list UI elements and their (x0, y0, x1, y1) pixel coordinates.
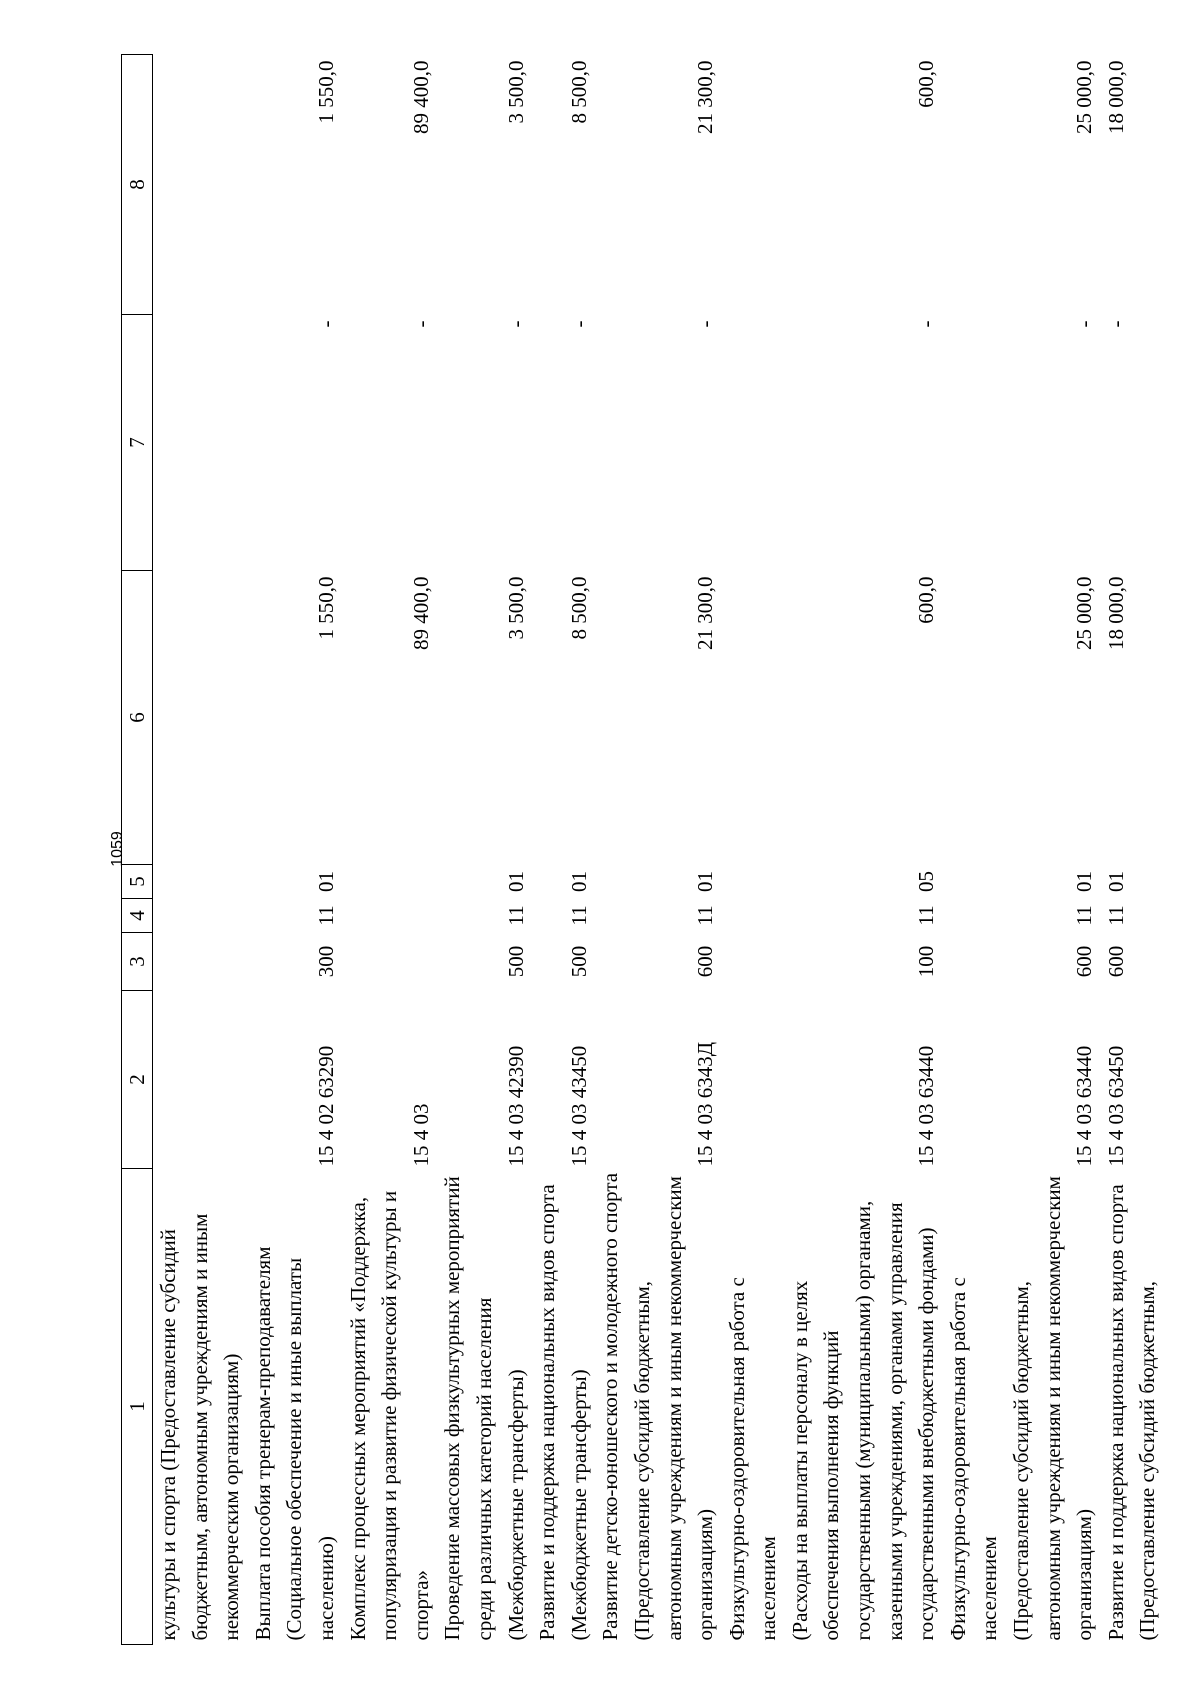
row-code-cell: 15 4 03 42390 (503, 1045, 528, 1167)
budget-table (121, 54, 1164, 1645)
description-line: автономным учреждениям и иным некоммерческим (1040, 1176, 1065, 1641)
table-header (122, 55, 153, 1645)
table-row (1101, 55, 1164, 1645)
table-row (595, 55, 721, 1645)
header-row (122, 55, 153, 1645)
description-line: (Межбюджетные трансферты) (566, 1369, 591, 1641)
row-vr-cell: 300 (313, 945, 338, 978)
row-rz-cell: 11 (1103, 905, 1128, 926)
description-line: (Межбюджетные трансферты) (503, 1369, 528, 1641)
row-amount-cell: 89 400,0 (408, 576, 433, 650)
row-rz-cell (153, 899, 248, 933)
row-vr-cell: 600 (1072, 945, 1097, 978)
row-col7-cell: - (1103, 320, 1128, 328)
description-line: организациям) (693, 1509, 718, 1641)
description-line: популяризация и развитие физической культуры и (377, 1190, 402, 1641)
row-code-cell: 15 4 03 63440 (1072, 1045, 1097, 1167)
row-col7-cell (153, 315, 248, 571)
row-amount-cell: 18 000,0 (1103, 576, 1128, 650)
row-amount-cell (153, 571, 248, 865)
header-cell-1: 1 (122, 1169, 153, 1645)
description-line: (Предоставление субсидий бюджетным, (1009, 1280, 1034, 1641)
row-vr-cell (153, 933, 248, 991)
description-line: Развитие и поддержка национальных видов спорта (535, 1184, 560, 1641)
row-pr-cell: 01 (1103, 871, 1128, 892)
row-description-cell (595, 1169, 721, 1645)
description-line: культуры и спорта (Предоставление субсидий (156, 1229, 180, 1641)
row-col8-cell: 1 550,0 (313, 60, 338, 124)
row-col7-cell: - (503, 320, 528, 328)
table-row (437, 55, 532, 1645)
table-row (722, 55, 943, 1645)
row-rz-cell: 11 (566, 905, 591, 926)
row-col8-cell: 18 000,0 (1103, 60, 1128, 134)
budget-table-container (121, 55, 1160, 1645)
row-code-cell: 15 4 03 6343Д (693, 1041, 718, 1167)
description-line: среди различных категорий населения (471, 1297, 496, 1641)
row-rz-cell: 11 (313, 905, 338, 926)
table-row (943, 55, 1101, 1645)
row-col8-cell: 25 000,0 (1072, 60, 1097, 134)
row-rz-cell: 11 (1072, 905, 1097, 926)
row-description-cell (153, 1169, 248, 1645)
row-description-cell (343, 1169, 438, 1645)
description-line: (Расходы на выплаты персоналу в целях (787, 1280, 812, 1641)
row-code-cell: 15 4 03 43450 (566, 1045, 591, 1167)
header-cell-2: 2 (122, 991, 153, 1169)
description-line: Физкультурно-оздоровительная работа с населением (724, 1277, 781, 1641)
row-col7-cell: - (566, 320, 591, 328)
description-line: Проведение массовых физкультурных мероприятий (440, 1176, 465, 1641)
row-description-cell (532, 1169, 595, 1645)
row-pr-cell (153, 865, 248, 899)
row-pr-cell: 01 (693, 871, 718, 892)
table-row (248, 55, 343, 1645)
table-row (532, 55, 595, 1645)
table-row (343, 55, 438, 1645)
row-col8-cell: 21 300,0 (693, 60, 718, 134)
row-description-cell (1101, 1169, 1164, 1645)
row-col7-cell: - (1072, 320, 1097, 328)
row-col8-cell: 8 500,0 (566, 60, 591, 124)
row-code-cell: 15 4 03 (408, 1103, 433, 1167)
row-amount-cell: 8 500,0 (566, 576, 591, 640)
table-row (153, 55, 248, 1645)
row-col8-cell: 600,0 (914, 60, 939, 108)
row-vr-cell: 500 (503, 945, 528, 978)
row-col7-cell: - (408, 320, 433, 328)
row-code-cell: 15 4 02 63290 (313, 1045, 338, 1167)
description-line: Физкультурно-оздоровительная работа с населением (945, 1277, 1002, 1641)
row-rz-cell: 11 (914, 905, 939, 926)
description-line: государственными внебюджетными фондами) (914, 1227, 939, 1641)
header-cell-6: 6 (122, 571, 153, 865)
row-vr-cell: 600 (1103, 945, 1128, 978)
header-cell-7: 7 (122, 315, 153, 571)
row-description-cell (722, 1169, 943, 1645)
row-rz-cell (343, 899, 438, 933)
row-pr-cell: 01 (1072, 871, 1097, 892)
description-line: автономным учреждениям и иным некоммерческим (661, 1176, 686, 1641)
description-line: бюджетным, автономным учреждениям и иным (187, 1213, 212, 1641)
row-amount-cell: 3 500,0 (503, 576, 528, 640)
row-amount-cell: 1 550,0 (313, 576, 338, 640)
row-amount-cell: 600,0 (914, 576, 939, 624)
header-cell-8: 8 (122, 55, 153, 315)
description-line: казенными учреждениями, органами управления (882, 1202, 907, 1641)
row-description-cell (943, 1169, 1101, 1645)
row-col8-cell: 89 400,0 (408, 60, 433, 134)
description-line: (Предоставление субсидий бюджетным, (1135, 1280, 1160, 1641)
row-col8-cell (153, 55, 248, 315)
row-description-cell (437, 1169, 532, 1645)
description-line: Выплата пособия тренерам-преподавателям (250, 1246, 275, 1641)
description-line: некоммерческим организациям) (219, 1353, 244, 1641)
row-vr-cell: 500 (566, 945, 591, 978)
header-cell-5: 5 (122, 865, 153, 899)
row-code-cell (153, 991, 248, 1169)
row-code-cell: 15 4 03 63450 (1103, 1045, 1128, 1167)
row-amount-cell: 25 000,0 (1072, 576, 1097, 650)
row-description-cell (248, 1169, 343, 1645)
row-col7-cell: - (914, 320, 939, 328)
description-line: государственными (муниципальными) органами, (851, 1200, 876, 1641)
page-number: 1059 (109, 831, 126, 867)
description-line: (Предоставление субсидий бюджетным, (629, 1280, 654, 1641)
description-line: обеспечения выполнения функций (819, 1330, 844, 1641)
description-line: Развитие детско-юношеского и молодежного спорта (598, 1172, 623, 1641)
row-col7-cell: - (313, 320, 338, 328)
description-line: населению) (313, 1536, 338, 1641)
row-pr-cell: 01 (503, 871, 528, 892)
row-pr-cell: 01 (313, 871, 338, 892)
row-pr-cell: 01 (566, 871, 591, 892)
description-line: организациям) (1072, 1509, 1097, 1641)
description-line: спорта» (408, 1569, 433, 1641)
description-line: (Социальное обеспечение и иные выплаты (282, 1257, 307, 1641)
row-col7-cell: - (693, 320, 718, 328)
description-line: Развитие и поддержка национальных видов спорта (1103, 1184, 1128, 1641)
header-cell-4: 4 (122, 899, 153, 933)
row-vr-cell: 600 (693, 945, 718, 978)
table-body (153, 55, 1165, 1645)
row-code-cell: 15 4 03 63440 (914, 1045, 939, 1167)
row-rz-cell: 11 (503, 905, 528, 926)
row-amount-cell: 21 300,0 (693, 576, 718, 650)
row-vr-cell (343, 933, 438, 991)
row-pr-cell (343, 865, 438, 899)
row-rz-cell: 11 (693, 905, 718, 926)
header-cell-3: 3 (122, 933, 153, 991)
row-col8-cell: 3 500,0 (503, 60, 528, 124)
description-line: Комплекс процессных мероприятий «Поддержка, (345, 1196, 370, 1641)
row-pr-cell: 05 (914, 871, 939, 892)
row-vr-cell: 100 (914, 945, 939, 978)
